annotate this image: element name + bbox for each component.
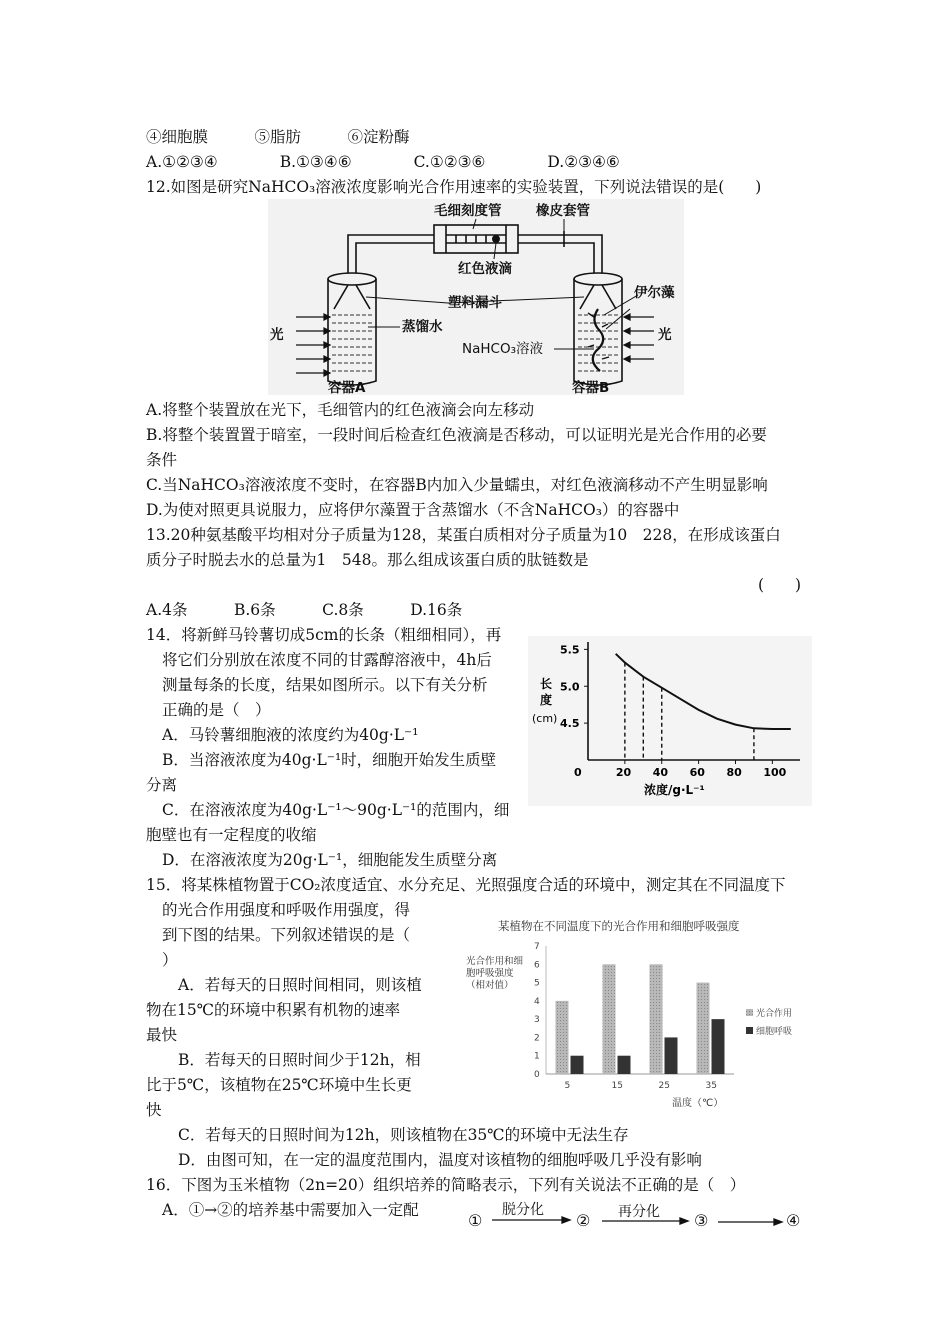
x-tick-label: 0 bbox=[574, 766, 582, 779]
label-light-right: 光 bbox=[658, 327, 672, 343]
bar-respiration bbox=[665, 1037, 678, 1074]
bar-x-tick-label: 5 bbox=[564, 1081, 571, 1091]
q15-stem-3: 到下图的结果。下列叙述错误的是（ bbox=[162, 926, 411, 944]
label-container-b: 容器B bbox=[572, 380, 610, 395]
q14-option-a: A．马铃薯细胞液的浓度约为40g·L⁻¹ bbox=[162, 726, 419, 744]
q14-option-b: B．当溶液浓度为40g·L⁻¹时，细胞开始发生质壁 bbox=[162, 751, 497, 769]
bar-y-tick-label: 6 bbox=[534, 960, 540, 971]
y-axis-label: 长 bbox=[540, 677, 553, 691]
label-elodea: 伊尔藻 bbox=[634, 285, 675, 301]
q12-option-b: B.将整个装置置于暗室，一段时间后检查红色液滴是否移动，可以证明光是光合作用的必要 bbox=[146, 426, 767, 444]
q15-stem-4: ） bbox=[162, 951, 178, 969]
q15-option-b-2: 比于5℃，该植物在25℃环境中生长更 bbox=[146, 1076, 412, 1094]
q14-length-chart bbox=[528, 636, 812, 806]
q15-bar-chart bbox=[458, 912, 808, 1112]
bar-y-tick-label: 3 bbox=[534, 1015, 540, 1026]
q15-stem-2: 的光合作用强度和呼吸作用强度，得 bbox=[162, 901, 411, 919]
q14-option-b-cont: 分离 bbox=[146, 776, 178, 794]
legend-label: 光合作用 bbox=[756, 1009, 793, 1019]
bar-y-tick-label: 0 bbox=[534, 1070, 540, 1080]
x-tick-label: 20 bbox=[615, 766, 632, 779]
bar-respiration bbox=[618, 1056, 631, 1074]
q15-option-c: C．若每天的日照时间为12h，则该植物在35℃的环境中无法生存 bbox=[178, 1126, 629, 1144]
y-tick-label: 5.5 bbox=[560, 643, 580, 657]
flow-step-redifferentiation: 再分化 bbox=[618, 1204, 660, 1220]
x-axis-label: 浓度/g·L⁻¹ bbox=[644, 783, 705, 797]
q15-option-b-3: 快 bbox=[146, 1101, 162, 1119]
red-droplet bbox=[492, 235, 500, 243]
q14-option-d: D．在溶液浓度为20g·L⁻¹，细胞能发生质壁分离 bbox=[162, 851, 498, 869]
bar-x-axis-label: 温度（℃） bbox=[672, 1098, 724, 1109]
q13-stem-2: 质分子时脱去水的总量为1 548。那么组成该蛋白质的肽链数是 bbox=[146, 551, 589, 569]
q13-stem-1: 13.20种氨基酸平均相对分子质量为128，某蛋白质相对分子质量为10 228，在形成该蛋白 bbox=[146, 526, 781, 544]
legend-label: 细胞呼吸 bbox=[756, 1027, 793, 1037]
bar-photosynthesis bbox=[556, 1001, 569, 1074]
flow-node-2: ② bbox=[576, 1211, 591, 1230]
label-capillary: 毛细刻度管 bbox=[434, 203, 502, 219]
q12-apparatus-figure bbox=[268, 199, 684, 395]
y-tick-label: 4.5 bbox=[560, 717, 580, 731]
q14-stem-3: 测量每条的长度，结果如图所示。以下有关分析 bbox=[162, 676, 488, 694]
q11-choices: A.①②③④ B.①③④⑥ C.①②③⑥ D.②③④⑥ bbox=[146, 153, 620, 171]
length-curve bbox=[616, 654, 791, 729]
q12-option-b-cont: 条件 bbox=[146, 451, 178, 469]
bar-chart-title: 某植物在不同温度下的光合作用和细胞呼吸强度 bbox=[498, 919, 740, 933]
q12-stem: 12.如图是研究NaHCO₃溶液浓度影响光合作用速率的实验装置，下列说法错误的是( ) bbox=[146, 178, 762, 196]
x-tick-label: 100 bbox=[763, 766, 787, 779]
q14-option-c-cont: 胞壁也有一定程度的收缩 bbox=[146, 826, 317, 844]
bar-y-label-3: （相对值） bbox=[466, 980, 514, 991]
label-droplet: 红色液滴 bbox=[458, 261, 512, 277]
flow-step-dedifferentiation: 脱分化 bbox=[502, 1202, 544, 1218]
x-tick-label: 60 bbox=[689, 766, 705, 779]
q15-option-a-3: 最快 bbox=[146, 1026, 178, 1044]
q15-option-b: B．若每天的日照时间少于12h，相 bbox=[178, 1051, 421, 1069]
bar-y-tick-label: 2 bbox=[534, 1033, 540, 1044]
q13-choices: A.4条 B.6条 C.8条 D.16条 bbox=[146, 601, 463, 619]
label-container-a: 容器A bbox=[328, 380, 366, 395]
flow-node-3: ③ bbox=[694, 1211, 709, 1230]
bar-y-tick-label: 1 bbox=[534, 1051, 540, 1062]
label-water: 蒸馏水 bbox=[402, 319, 443, 335]
q12-option-c: C.当NaHCO₃溶液浓度不变时，在容器B内加入少量蠕虫，对红色液滴移动不产生明显影响 bbox=[146, 476, 768, 494]
bar-photosynthesis bbox=[650, 964, 663, 1074]
bar-photosynthesis bbox=[697, 983, 710, 1074]
bar-respiration bbox=[571, 1056, 584, 1074]
bar-x-tick-label: 25 bbox=[658, 1081, 670, 1091]
q12-option-d: D.为使对照更具说服力，应将伊尔藻置于含蒸馏水（不含NaHCO₃）的容器中 bbox=[146, 501, 680, 519]
bar-x-tick-label: 35 bbox=[705, 1081, 717, 1091]
x-tick-label: 40 bbox=[652, 766, 669, 779]
q11-options: ④细胞膜 ⑤脂肪 ⑥淀粉酶 bbox=[146, 128, 410, 146]
bar-x-tick-label: 15 bbox=[611, 1081, 623, 1091]
label-rubber: 橡皮套管 bbox=[536, 203, 590, 219]
label-solution: NaHCO₃溶液 bbox=[462, 341, 543, 357]
q15-option-a-2: 物在15℃的环境中积累有机物的速率 bbox=[146, 1001, 401, 1019]
y-axis-unit: (cm) bbox=[532, 712, 558, 725]
legend-swatch bbox=[746, 1027, 753, 1034]
q14-stem-2: 将它们分别放在浓度不同的甘露醇溶液中，4h后 bbox=[162, 651, 492, 669]
q14-stem-1: 14．将新鲜马铃薯切成5cm的长条（粗细相同），再 bbox=[146, 626, 502, 644]
q12-option-a: A.将整个装置放在光下，毛细管内的红色液滴会向左移动 bbox=[146, 401, 535, 419]
bar-y-tick-label: 5 bbox=[534, 978, 540, 989]
y-tick-label: 5.0 bbox=[560, 680, 580, 694]
q16-stem: 16．下图为玉米植物（2n=20）组织培养的简略表示，下列有关说法不正确的是（ ） bbox=[146, 1176, 746, 1194]
bar-y-tick-label: 4 bbox=[534, 996, 540, 1007]
q16-flow-diagram bbox=[466, 1196, 812, 1236]
flow-node-1: ① bbox=[468, 1211, 483, 1230]
y-axis-label-2: 度 bbox=[540, 693, 553, 707]
bar-y-tick-label: 7 bbox=[534, 942, 540, 952]
q13-bracket: ( ) bbox=[758, 576, 802, 594]
bar-respiration bbox=[712, 1019, 725, 1074]
q15-option-d: D．由图可知，在一定的温度范围内，温度对该植物的细胞呼吸几乎没有影响 bbox=[178, 1151, 702, 1169]
bar-y-label-2: 胞呼吸强度 bbox=[466, 968, 514, 979]
q14-stem-4: 正确的是（ ） bbox=[162, 701, 271, 719]
x-tick-label: 80 bbox=[726, 766, 742, 779]
bar-photosynthesis bbox=[603, 964, 616, 1074]
q15-stem-1: 15．将某株植物置于CO₂浓度适宜、水分充足、光照强度合适的环境中，测定其在不同温度下 bbox=[146, 876, 786, 894]
label-funnel: 塑料漏斗 bbox=[448, 295, 502, 311]
label-light-left: 光 bbox=[270, 327, 284, 343]
q15-option-a: A．若每天的日照时间相同，则该植 bbox=[178, 976, 422, 994]
flow-node-4: ④ bbox=[786, 1211, 801, 1230]
q14-option-c: C．在溶液浓度为40g·L⁻¹～90g·L⁻¹的范围内，细 bbox=[162, 801, 510, 819]
bar-y-label-1: 光合作用和细 bbox=[466, 956, 524, 967]
q16-option-a: A．①→②的培养基中需要加入一定配 bbox=[162, 1201, 419, 1219]
legend-swatch bbox=[746, 1009, 753, 1016]
